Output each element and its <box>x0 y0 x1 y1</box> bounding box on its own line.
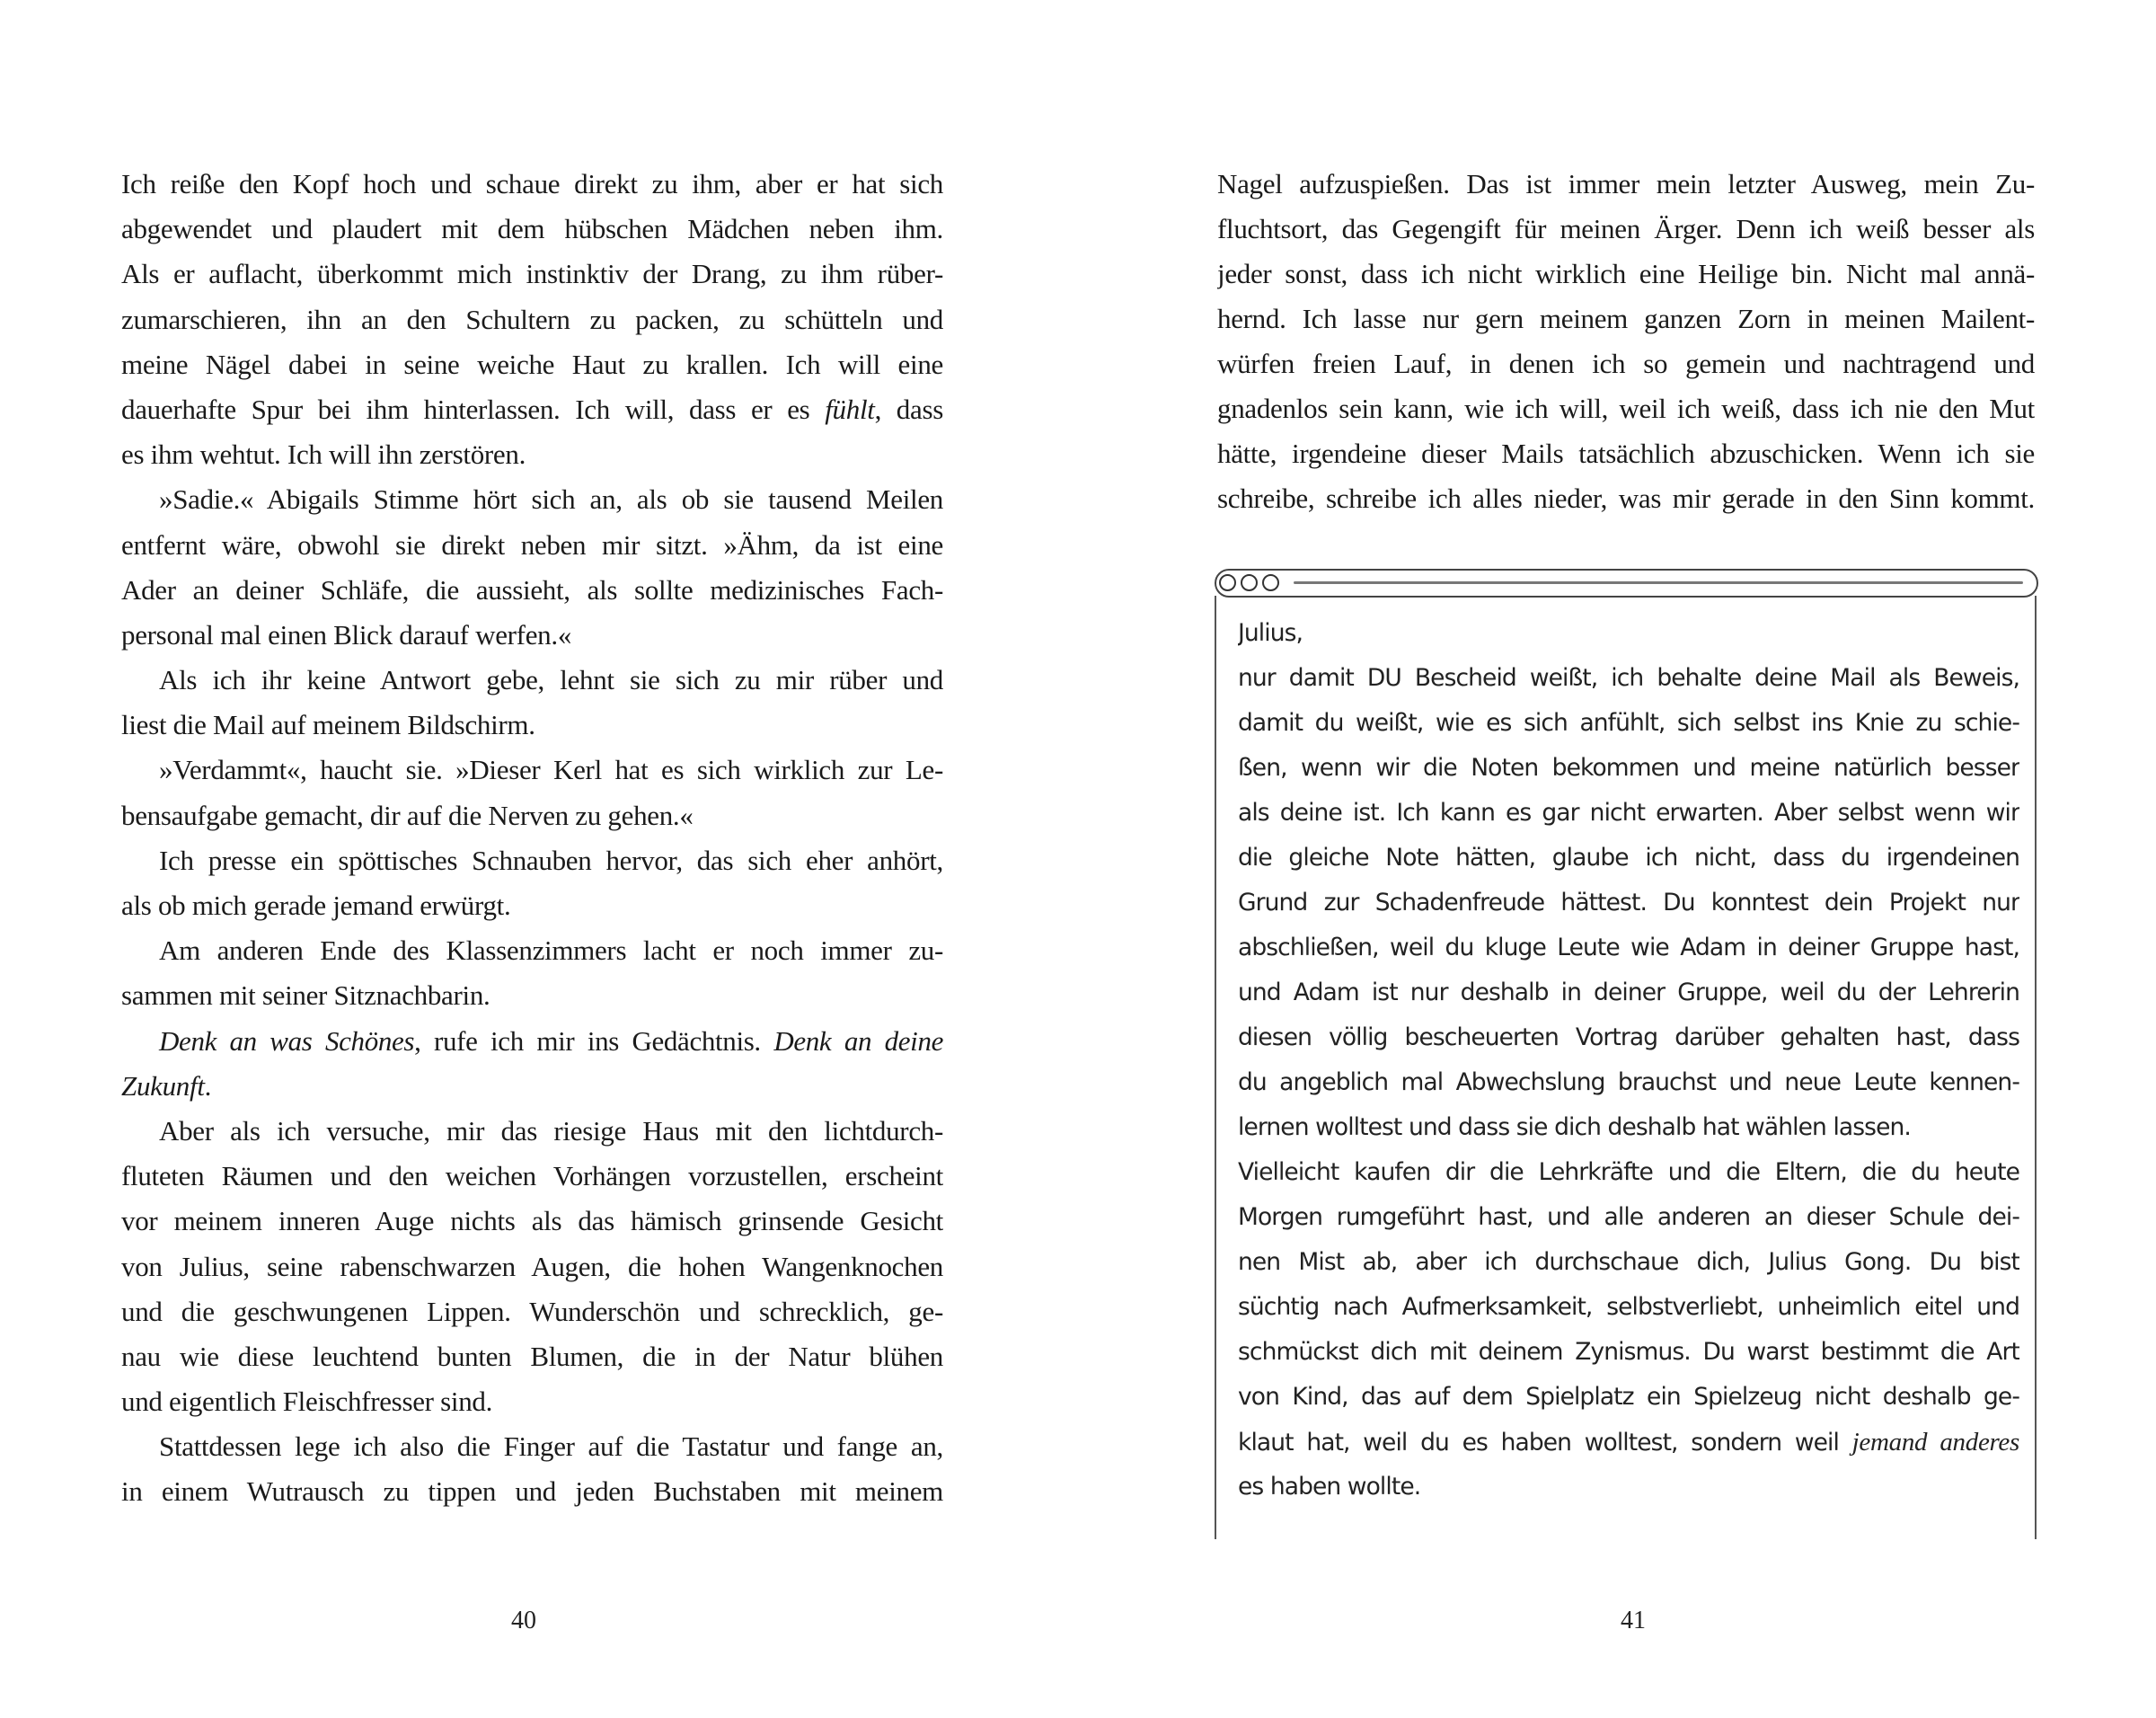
text-line: meine Nägel dabei in seine weiche Haut zu krallen. Ich will eine <box>121 348 943 380</box>
text-line: vor meinem inneren Auge nichts als das hämisch grinsende Gesicht <box>121 1205 943 1237</box>
text-line: bensaufgabe gemacht, dir auf die Nerven zu gehen.« <box>121 799 694 831</box>
text-line: in einem Wutrausch zu tippen und jeden Buchstaben mit meinem <box>121 1475 943 1508</box>
text-line: Grund zur Schadenfreude hättest. Du konntest dein Projekt nur <box>1238 889 2019 917</box>
text-line: als deine ist. Ich kann es gar nicht erwarten. Aber selbst wenn wir <box>1238 799 2019 827</box>
text-line: nau wie diese leuchtend bunten Blumen, die in der Natur blühen <box>121 1340 943 1372</box>
text-line: Vielleicht kaufen dir die Lehrkräfte und die Eltern, die du heute <box>1238 1158 2019 1186</box>
text-line: es haben wollte. <box>1238 1473 1421 1501</box>
text-segment: . <box>204 1069 212 1102</box>
text-line: liest die Mail auf meinem Bildschirm. <box>121 709 535 741</box>
page-number-right: 41 <box>1621 1607 1646 1634</box>
window-control-circle-icon <box>1241 574 1258 591</box>
text-line: Morgen rumgeführt hast, und alle anderen an dieser Schule dei- <box>1238 1203 2019 1231</box>
text-segment: , dass <box>874 393 943 425</box>
text-line: gnadenlos sein kann, wie ich will, weil ich weiß, dass ich nie den Mut <box>1217 393 2035 424</box>
text-line: Aber als ich versuche, mir das riesige Haus mit den lichtdurch- <box>159 1114 943 1147</box>
text-line: damit du weißt, wie es sich anfühlt, sich selbst ins Knie zu schie- <box>1238 709 2019 737</box>
text-line: Am anderen Ende des Klassenzimmers lacht er noch immer zu- <box>159 934 943 967</box>
text-line: hernd. Ich lasse nur gern meinem ganzen Zorn in meinen Mailent- <box>1217 303 2035 334</box>
text-line: fluchtsort, das Gegengift für meinen Ärger. Denn ich weiß besser als <box>1217 213 2035 244</box>
mail-border-right <box>2035 596 2037 1539</box>
text-line: sammen mit seiner Sitznachbarin. <box>121 979 490 1012</box>
text-line: süchtig nach Aufmerksamkeit, selbstverliebt, unheimlich eitel und <box>1238 1293 2019 1321</box>
text-segment: dauerhafte Spur bei ihm hinterlassen. Ich will, dass er es <box>121 393 826 425</box>
mail-body <box>1238 611 2019 1510</box>
text-segment: klaut hat, weil du es haben wolltest, sondern weil <box>1238 1429 1852 1457</box>
text-line: diesen völlig bescheuerten Vortrag darüber gehalten hast, dass <box>1238 1023 2019 1051</box>
text-line: Als ich ihr keine Antwort gebe, lehnt sie sich zu mir rüber und <box>159 664 943 696</box>
text-line: personal mal einen Blick darauf werfen.« <box>121 618 572 651</box>
page-number-left: 40 <box>511 1607 536 1634</box>
text-line: und eigentlich Fleischfresser sind. <box>121 1386 493 1418</box>
window-control-circle-icon <box>1219 574 1236 591</box>
left-page-body <box>121 162 943 1515</box>
text-line: Stattdessen lege ich also die Finger auf die Tastatur und fange an, <box>159 1430 943 1463</box>
text-line: Ich presse ein spöttisches Schnauben hervor, das sich eher anhört, <box>159 844 943 876</box>
text-line: hätte, irgendeine dieser Mails tatsächlich abzuschicken. Wenn ich sie <box>1217 438 2035 469</box>
text-line: abschließen, weil du kluge Leute wie Adam in deiner Gruppe hast, <box>1238 934 2019 961</box>
text-line: Als er auflacht, überkommt mich instinktiv der Drang, zu ihm rüber- <box>121 258 943 290</box>
text-segment: , rufe ich mir ins Gedächtnis. <box>414 1024 774 1057</box>
text-line: würfen freien Lauf, in denen ich so gemein und nachtragend und <box>1217 348 2035 379</box>
mail-titlebar <box>1215 569 2038 598</box>
emphasis-text: jemand anderes <box>1851 1428 2019 1457</box>
text-line: schreibe, schreibe ich alles nieder, was mir gerade in den Sinn kommt. <box>1217 483 2035 514</box>
text-line <box>1238 1420 2019 1465</box>
text-line: die gleiche Note hätten, glaube ich nicht, dass du irgendeinen <box>1238 844 2019 872</box>
text-line: lernen wolltest und dass sie dich deshalb hat wählen lassen. <box>1238 1113 1911 1141</box>
mail-window <box>1215 569 2037 1539</box>
text-line <box>121 1064 943 1109</box>
text-line: nen Mist ab, aber ich durchschaue dich, Julius Gong. Du bist <box>1238 1248 2019 1276</box>
text-line: von Julius, seine rabenschwarzen Augen, die hohen Wangenknochen <box>121 1250 943 1282</box>
emphasis-text: Denk an was Schönes <box>159 1024 415 1057</box>
text-line: Ader an deiner Schläfe, die aussieht, als sollte medizinisches Fach- <box>121 573 943 606</box>
text-line: Nagel aufzuspießen. Das ist immer mein letzter Ausweg, mein Zu- <box>1217 168 2035 199</box>
text-line: als ob mich gerade jemand erwürgt. <box>121 890 511 921</box>
text-line: und Adam ist nur deshalb in deiner Gruppe, weil du der Lehrerin <box>1238 979 2019 1006</box>
text-line <box>121 1019 943 1064</box>
text-line: zumarschieren, ihn an den Schultern zu packen, zu schütteln und <box>121 303 943 335</box>
text-line <box>121 387 943 432</box>
text-line: Ich reiße den Kopf hoch und schaue direkt zu ihm, aber er hat sich <box>121 168 943 199</box>
emphasis-text: fühlt <box>825 393 875 425</box>
text-line: entfernt wäre, obwohl sie direkt neben mir sitzt. »Ähm, da ist eine <box>121 528 943 561</box>
text-line: Julius, <box>1238 619 1303 647</box>
text-line: ßen, wenn wir die Noten bekommen und meine natürlich besser <box>1238 754 2019 782</box>
text-line: von Kind, das auf dem Spielplatz ein Spielzeug nicht deshalb ge- <box>1238 1383 2019 1411</box>
text-line: jeder sonst, dass ich nicht wirklich eine Heilige bin. Nicht mal annä- <box>1217 258 2035 289</box>
text-line: nur damit DU Bescheid weißt, ich behalte deine Mail als Beweis, <box>1238 664 2019 692</box>
titlebar-line <box>1294 581 2023 584</box>
right-page <box>1078 0 2156 1718</box>
text-line: »Verdammt«, haucht sie. »Dieser Kerl hat es sich wirklich zur Le- <box>159 754 943 786</box>
text-line: abgewendet und plaudert mit dem hübschen Mädchen neben ihm. <box>121 213 943 245</box>
window-control-circle-icon <box>1262 574 1279 591</box>
text-line: »Sadie.« Abigails Stimme hört sich an, als ob sie tausend Meilen <box>159 483 943 516</box>
text-line: und die geschwungenen Lippen. Wunderschön und schrecklich, ge- <box>121 1295 943 1327</box>
mail-border-left <box>1215 596 1216 1539</box>
emphasis-text: Denk an deine <box>773 1024 943 1057</box>
emphasis-text: Zukunft <box>121 1069 205 1102</box>
text-line: schmückst dich mit deinem Zynismus. Du warst bestimmt die Art <box>1238 1338 2019 1366</box>
text-line: du angeblich mal Abwechslung brauchst und neue Leute kennen- <box>1238 1068 2019 1096</box>
text-line: es ihm wehtut. Ich will ihn zerstören. <box>121 438 526 471</box>
text-line: fluteten Räumen und den weichen Vorhängen vorzustellen, erscheint <box>121 1160 943 1192</box>
right-page-body <box>1217 162 2035 521</box>
